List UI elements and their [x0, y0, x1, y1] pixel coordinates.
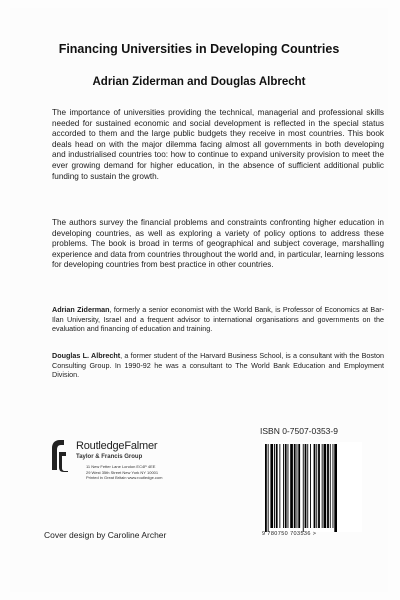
barcode-icon — [262, 442, 362, 532]
book-title: Financing Universities in Developing Countries — [58, 42, 340, 56]
blurb-paragraph-1: The importance of universities providing the technical, managerial and professional skills needed for sustained economic and social development is reflected in the special status accorded to them and the large public budgets they receive in most countries. This book deals head on with the major dilemma facing almost all governments in both developing and industrialised countries too: how to continue to expand university provision to meet the ever growing demand for higher education, in the absence of sufficient additional public funding to sustain the growth. — [52, 108, 384, 181]
publisher-group: Taylor & Francis Group — [76, 454, 143, 460]
cover-design-credit: Cover design by Caroline Archer — [44, 530, 167, 540]
author-bio-ziderman — [52, 305, 384, 334]
publisher-address-line-3: Printed in Great Britain www.routledge.com — [86, 475, 163, 480]
isbn-label: ISBN 0-7507-0353-9 — [260, 426, 338, 436]
author-name-ziderman: Adrian Ziderman — [52, 305, 110, 314]
publisher-address — [86, 464, 162, 481]
author-bio-albrecht — [52, 351, 384, 380]
author-name-albrecht: Douglas L. Albrecht — [52, 351, 121, 360]
book-authors: Adrian Ziderman and Douglas Albrecht — [92, 76, 306, 88]
blurb-paragraph-2: The authors survey the financial problems and constraints confronting higher education in developing countries, as well as exploring a variety of policy options to address these problems. The book is broad in terms of geographical and subject coverage, marshalling experience and data from countries throughout the world and, in particular, learning lessons for developing countries from best practice in other countries. — [52, 218, 384, 270]
publisher-logo-block — [50, 436, 200, 496]
cover-panel — [10, 8, 388, 592]
author-bio-text-albrecht: , a former student of the Harvard Business School, is a consultant with the Boston Consulting Group. In 1990-92 he was a consultant to The World Bank Education and Employment Division. — [52, 351, 384, 380]
publisher-name: RoutledgeFalmer — [76, 440, 158, 452]
barcode-digits: 9 780750 703536 > — [262, 531, 317, 537]
routledge-logo-icon — [50, 438, 70, 472]
publisher-address-line-2: 29 West 35th Street New York NY 10001 — [86, 469, 159, 475]
author-bio-text-ziderman: , formerly a senior economist with the World Bank, is Professor of Economics at Bar-Ilan University, Israel and a frequent advisor to international organisations and governments on the evaluation and financing of education and training. — [52, 305, 384, 334]
publisher-address-line-1: 11 New Fetter Lane London EC4P 4EE — [86, 464, 156, 469]
